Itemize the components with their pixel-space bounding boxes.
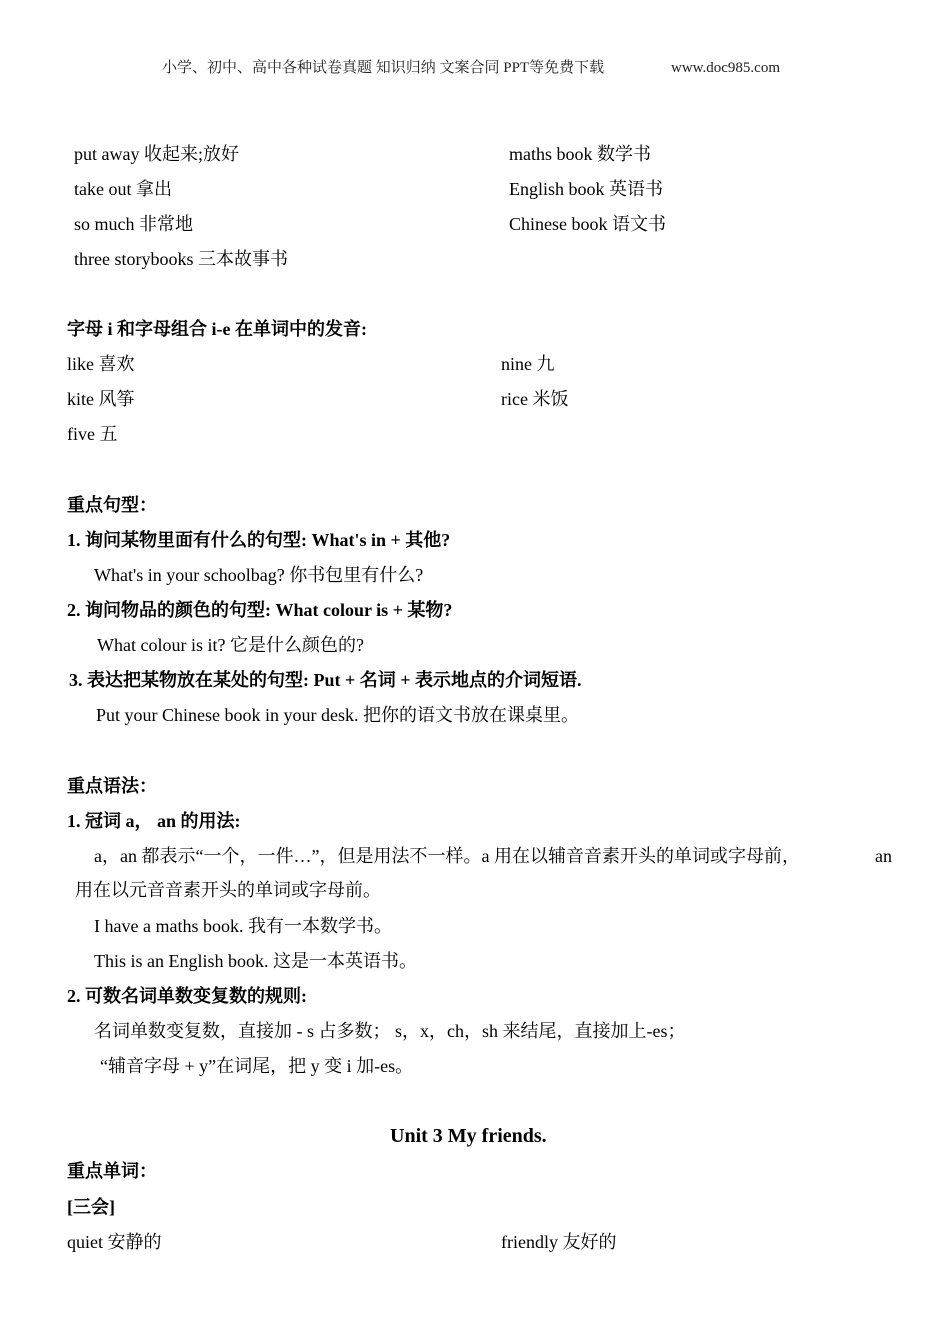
sentence-2-example: What colour is it? 它是什么颜色的? [97, 635, 364, 655]
unit3-level: [三会] [67, 1197, 115, 1217]
grammar-2-line1: 名词单数变复数，直接加 - s 占多数； s，x，ch，sh 来结尾，直接加上-es； [94, 1021, 686, 1041]
grammar-1-line2: 用在以元音音素开头的单词或字母前。 [75, 880, 381, 900]
unit3-words-heading: 重点单词： [67, 1161, 157, 1181]
header-text: 小学、初中、高中各种试卷真题 知识归纳 文案合同 PPT等免费下载 [162, 60, 605, 76]
phonics-right-1: nine 九 [501, 354, 555, 374]
sentence-2-title: 2. 询问物品的颜色的句型: What colour is + 某物? [67, 600, 453, 620]
unit3-word-right: friendly 友好的 [501, 1232, 617, 1252]
sentence-1-example: What's in your schoolbag? 你书包里有什么? [94, 565, 424, 585]
grammar-1-example-1: I have a maths book. 我有一本数学书。 [94, 916, 392, 936]
phonics-left-2: kite 风筝 [67, 389, 135, 409]
phrase-left-4: three storybooks 三本故事书 [74, 249, 288, 269]
phrase-left-2: take out 拿出 [74, 179, 172, 199]
unit3-title: Unit 3 My friends. [390, 1125, 547, 1147]
grammar-1-line1-end: an [875, 846, 892, 866]
phonics-left-3: five 五 [67, 424, 118, 444]
phrase-right-1: maths book 数学书 [509, 144, 651, 164]
grammar-2-title: 2. 可数名词单数变复数的规则: [67, 986, 307, 1006]
grammar-heading: 重点语法： [67, 776, 157, 796]
header-url: www.doc985.com [671, 60, 781, 76]
sentence-3-example: Put your Chinese book in your desk. 把你的语文书放在课桌里。 [96, 705, 579, 725]
phrase-right-3: Chinese book 语文书 [509, 214, 666, 234]
unit3-word-left: quiet 安静的 [67, 1232, 162, 1252]
phrase-right-2: English book 英语书 [509, 179, 664, 199]
grammar-1-example-2: This is an English book. 这是一本英语书。 [94, 951, 417, 971]
sentence-1-title: 1. 询问某物里面有什么的句型: What's in + 其他? [67, 530, 451, 550]
sentence-3-title: 3. 表达把某物放在某处的句型: Put + 名词 + 表示地点的介词短语. [69, 670, 582, 690]
phonics-heading: 字母 i 和字母组合 i-e 在单词中的发音: [67, 319, 367, 339]
phonics-right-2: rice 米饭 [501, 389, 569, 409]
sentences-heading: 重点句型： [67, 495, 157, 515]
phonics-left-1: like 喜欢 [67, 354, 135, 374]
grammar-2-line2: “辅音字母 + y”在词尾，把 y 变 i 加-es。 [100, 1056, 414, 1076]
phrase-left-3: so much 非常地 [74, 214, 193, 234]
grammar-1-line1: a，an 都表示“一个，一件…”，但是用法不一样。a 用在以辅音音素开头的单词或字母前， [94, 846, 800, 866]
phrase-left-1: put away 收起来;放好 [74, 144, 239, 164]
grammar-1-title: 1. 冠词 a， an 的用法: [67, 811, 241, 831]
